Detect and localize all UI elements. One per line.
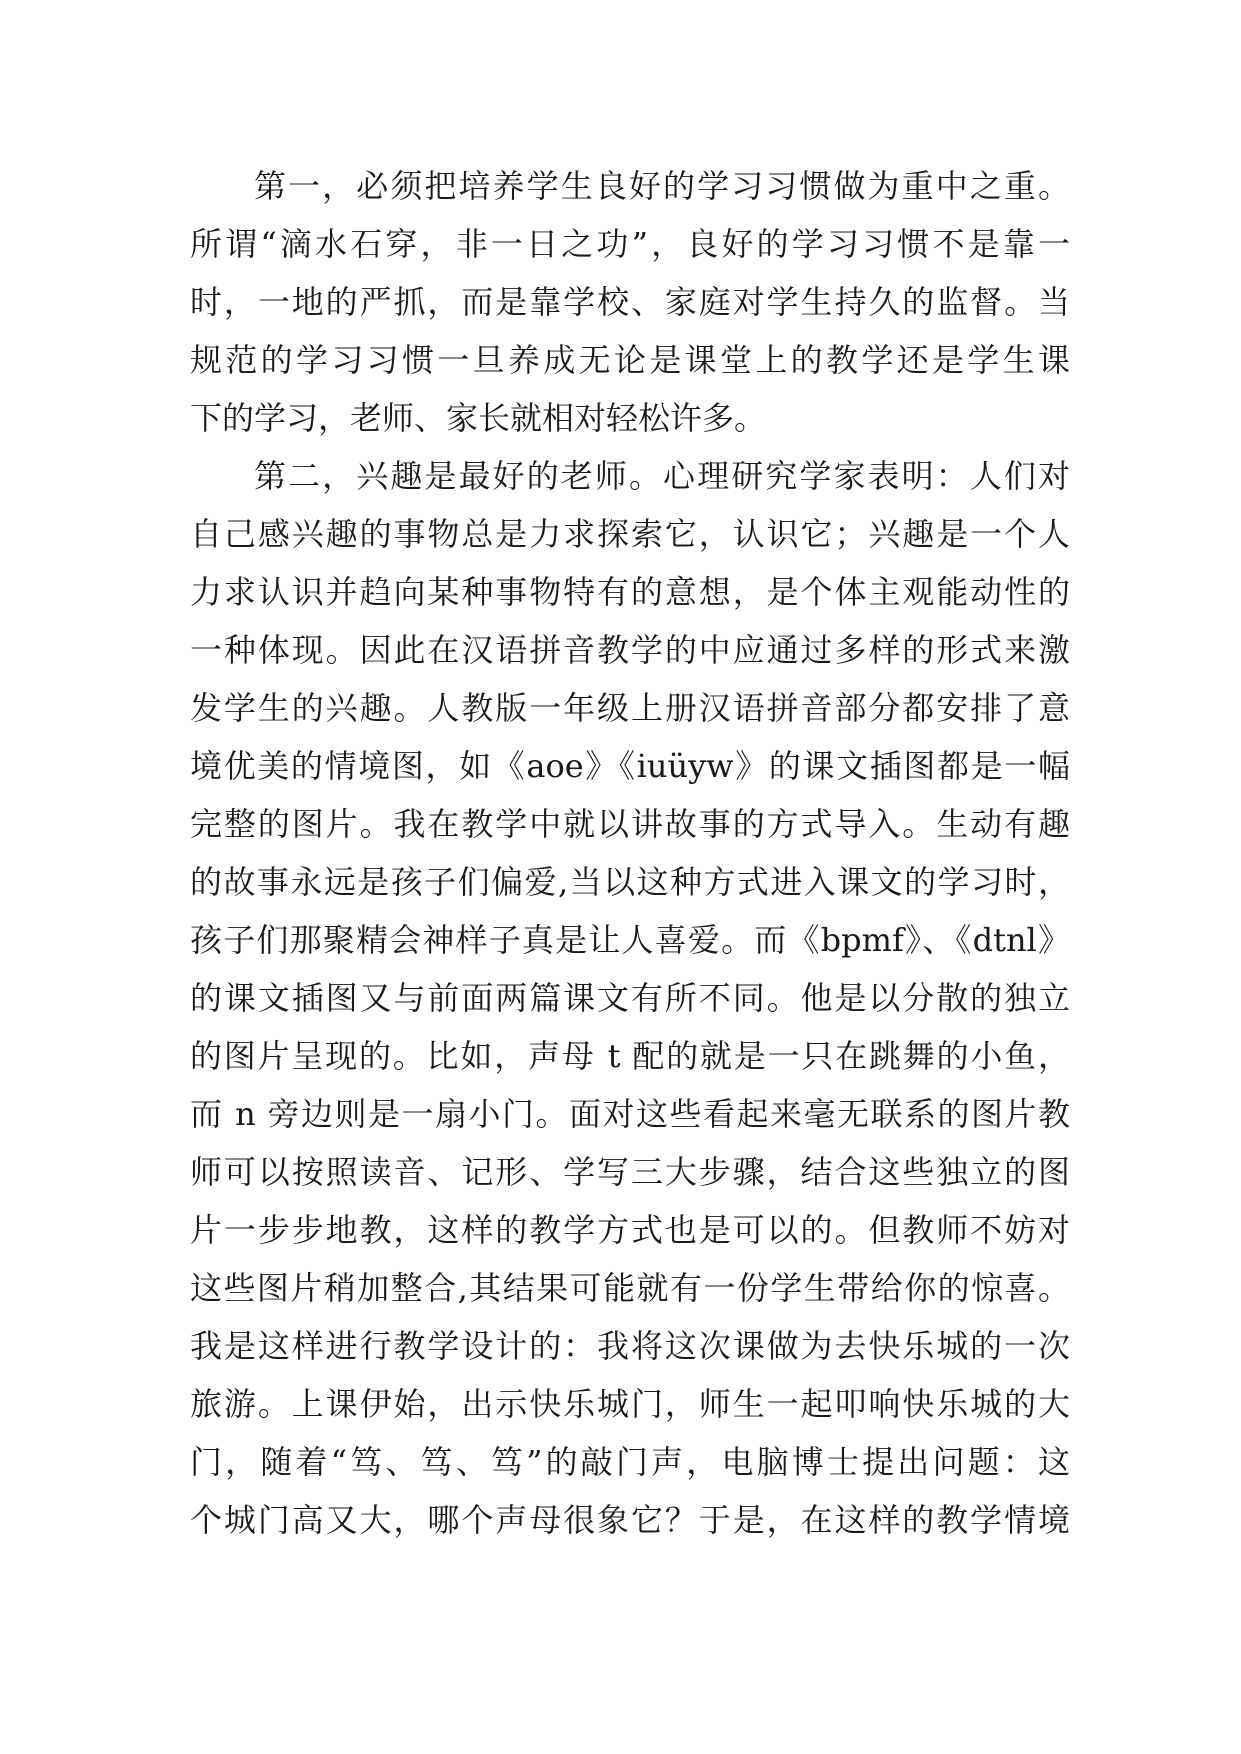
paragraph-2-line-19: 个城门高又大，哪个声母很象它？于是，在这样的教学情境 [190, 1501, 1070, 1539]
paragraph-2-line-9: 孩子们那聚精会神样子真是让人喜爱。而《bpmf》、《dtnl》 [190, 921, 1070, 959]
paragraph-1-line-4: 规范的学习习惯一旦养成无论是课堂上的教学还是学生课 [190, 341, 1070, 379]
paragraph-1-line-2: 所谓“滴水石穿，非一日之功”，良好的学习习惯不是靠一 [190, 225, 1070, 263]
paragraph-2-line-15: 这些图片稍加整合,其结果可能就有一份学生带给你的惊喜。 [190, 1269, 1070, 1307]
paragraph-2-line-5: 发学生的兴趣。人教版一年级上册汉语拼音部分都安排了意 [190, 689, 1070, 727]
paragraph-2-line-11: 的图片呈现的。比如，声母 t 配的就是一只在跳舞的小鱼， [190, 1037, 1070, 1075]
paragraph-2-line-6: 境优美的情境图，如《aoe》《iuüyw》的课文插图都是一幅 [190, 747, 1070, 785]
paragraph-2-line-7: 完整的图片。我在教学中就以讲故事的方式导入。生动有趣 [190, 805, 1070, 843]
paragraph-1-line-3: 时，一地的严抓，而是靠学校、家庭对学生持久的监督。当 [190, 283, 1070, 321]
paragraph-2-line-3: 力求认识并趋向某种事物特有的意想，是个体主观能动性的 [190, 573, 1070, 611]
paragraph-1-line-1: 第一，必须把培养学生良好的学习习惯做为重中之重。 [254, 167, 1070, 205]
paragraph-2-line-18: 门，随着“笃、笃、笃”的敲门声，电脑博士提出问题：这 [190, 1443, 1070, 1481]
paragraph-2-line-17: 旅游。上课伊始，出示快乐城门，师生一起叩响快乐城的大 [190, 1385, 1070, 1423]
paragraph-2-line-12: 而 n 旁边则是一扇小门。面对这些看起来毫无联系的图片教 [190, 1095, 1070, 1133]
paragraph-2-line-13: 师可以按照读音、记形、学写三大步骤，结合这些独立的图 [190, 1153, 1070, 1191]
paragraph-2-line-10: 的课文插图又与前面两篇课文有所不同。他是以分散的独立 [190, 979, 1070, 1017]
paragraph-2-line-8: 的故事永远是孩子们偏爱,当以这种方式进入课文的学习时， [190, 863, 1070, 901]
paragraph-2-line-2: 自己感兴趣的事物总是力求探索它，认识它；兴趣是一个人 [190, 515, 1070, 553]
paragraph-2-line-4: 一种体现。因此在汉语拼音教学的中应通过多样的形式来激 [190, 631, 1070, 669]
paragraph-2-line-16: 我是这样进行教学设计的：我将这次课做为去快乐城的一次 [190, 1327, 1070, 1365]
paragraph-1-line-5: 下的学习，老师、家长就相对轻松许多。 [190, 399, 767, 437]
paragraph-2-line-1: 第二，兴趣是最好的老师。心理研究学家表明：人们对 [254, 457, 1070, 495]
paragraph-2-line-14: 片一步步地教，这样的教学方式也是可以的。但教师不妨对 [190, 1211, 1070, 1249]
